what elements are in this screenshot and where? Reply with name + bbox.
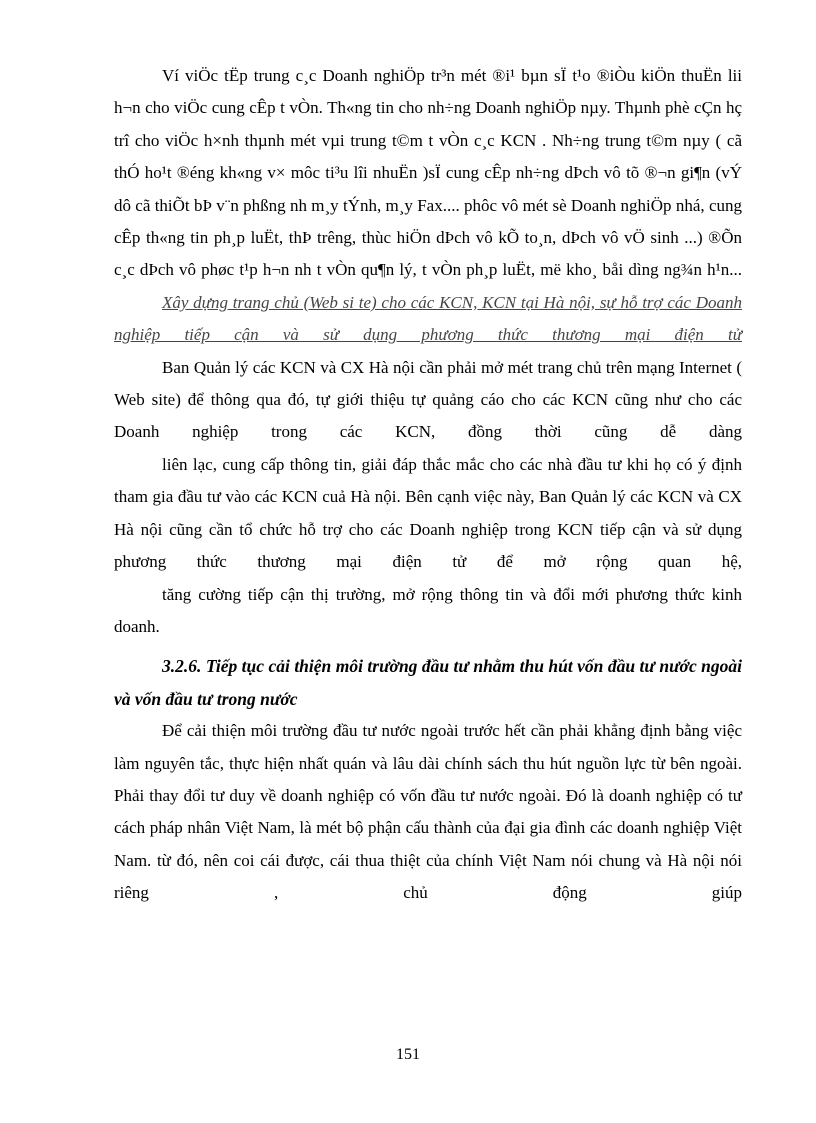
paragraph-market-access: tăng cường tiếp cận thị trường, mở rộng thông tin và đổi mới phương thức kinh doanh. [114,584,742,636]
paragraph-contact-support: liên lạc, cung cấp thông tin, giải đáp thắc mắc cho các nhà đầu tư khi họ có ý định tham gia đầu tư vào các KCN cuả Hà nội. Bên cạnh việc này, Ban Quản lý các KCN và CX Hà nội cũng cần tổ chức hỗ trợ cho các Doanh nghiệp trong KCN tiếp cận và sử dụng phương thức thương mại điện tử để mở rộng quan hệ, [114,454,742,572]
page-number: 151 [396,1046,420,1063]
section-heading-3-2-6: 3.2.6. Tiếp tục cải thiện môi trường đầu tư nhằm thu hút vốn đầu tư nước ngoài và vốn đầu tư trong nước [114,656,742,709]
heading-website: Xây dựng trang chủ (Web si te) cho các KCN, KCN tại Hà nội, sự hỗ trợ các Doanh nghiệp tiếp cận và sử dụng phương thức thương mại điện tử [114,292,742,345]
paragraph-investment-environment: Để cải thiện môi trường đầu tư nước ngoài trước hết cần phải khẳng định bằng việc làm nguyên tắc, thực hiện nhất quán và lâu dài chính sách thu hút nguồn lực từ bên ngoài. Phải thay đổi tư duy về doanh nghiệp có vốn đầu tư nước ngoài. Đó là doanh nghiệp có tư cách pháp nhân Việt Nam, là mét bộ phận cấu thành của đại gia đình các doanh nghiệp Việt Nam. từ đó, nên coi cái được, cái thua thiệt của chính Việt Nam nói chung và Hà nội nói riêng , chủ động giúp [114,721,742,903]
page-footer [0,1046,816,1064]
paragraph-consulting-centers: Ví viÖc tËp trung c¸c Doanh nghiÖp tr³n mét ®i¹ bµn sÏ t¹o ®iÒu kiÖn thuËn lii h¬n cho viÖc cung cÊp t vÒn. Th«ng tin cho nh÷ng Doanh nghiÖp nµy. Thµnh phè cÇn hç trî cho viÖc h×nh thµnh mét vµi trung t©m t vÒn c¸c KCN . Nh÷ng trung t©m nµy ( cã thÓ ho¹t ®éng kh«ng v× môc ti³u lîi nhuËn )sÏ cung cÊp nh÷ng dÞch vô tõ ®¬n gi¶n (vÝ dô cã thiÕt bÞ v¨n phßng nh m¸y tÝnh, m¸y Fax.... phôc vô mét sè Doanh nghiÖp nhá, cung cÊp th«ng tin ph¸p luËt, thÞ trêng, thùc hiÖn dÞch vô kÕ to¸n, dÞch vô vÖ sinh ...) ®Õn c¸c dÞch vô phøc t¹p h¬n nh t vÒn qu¶n lý, t vÒn ph¸p luËt, më kho¸ båi dìng ng¾n h¹n... [114,66,742,280]
paragraph-website-plan: Ban Quản lý các KCN và CX Hà nội cần phải mở mét trang chủ trên mạng Internet ( Web site) để thông qua đó, tự giới thiệu tự quảng cáo cho các KCN cũng như cho các Doanh nghiệp trong các KCN, đồng thời cũng dễ dàng [114,357,742,442]
page-body [114,60,742,910]
